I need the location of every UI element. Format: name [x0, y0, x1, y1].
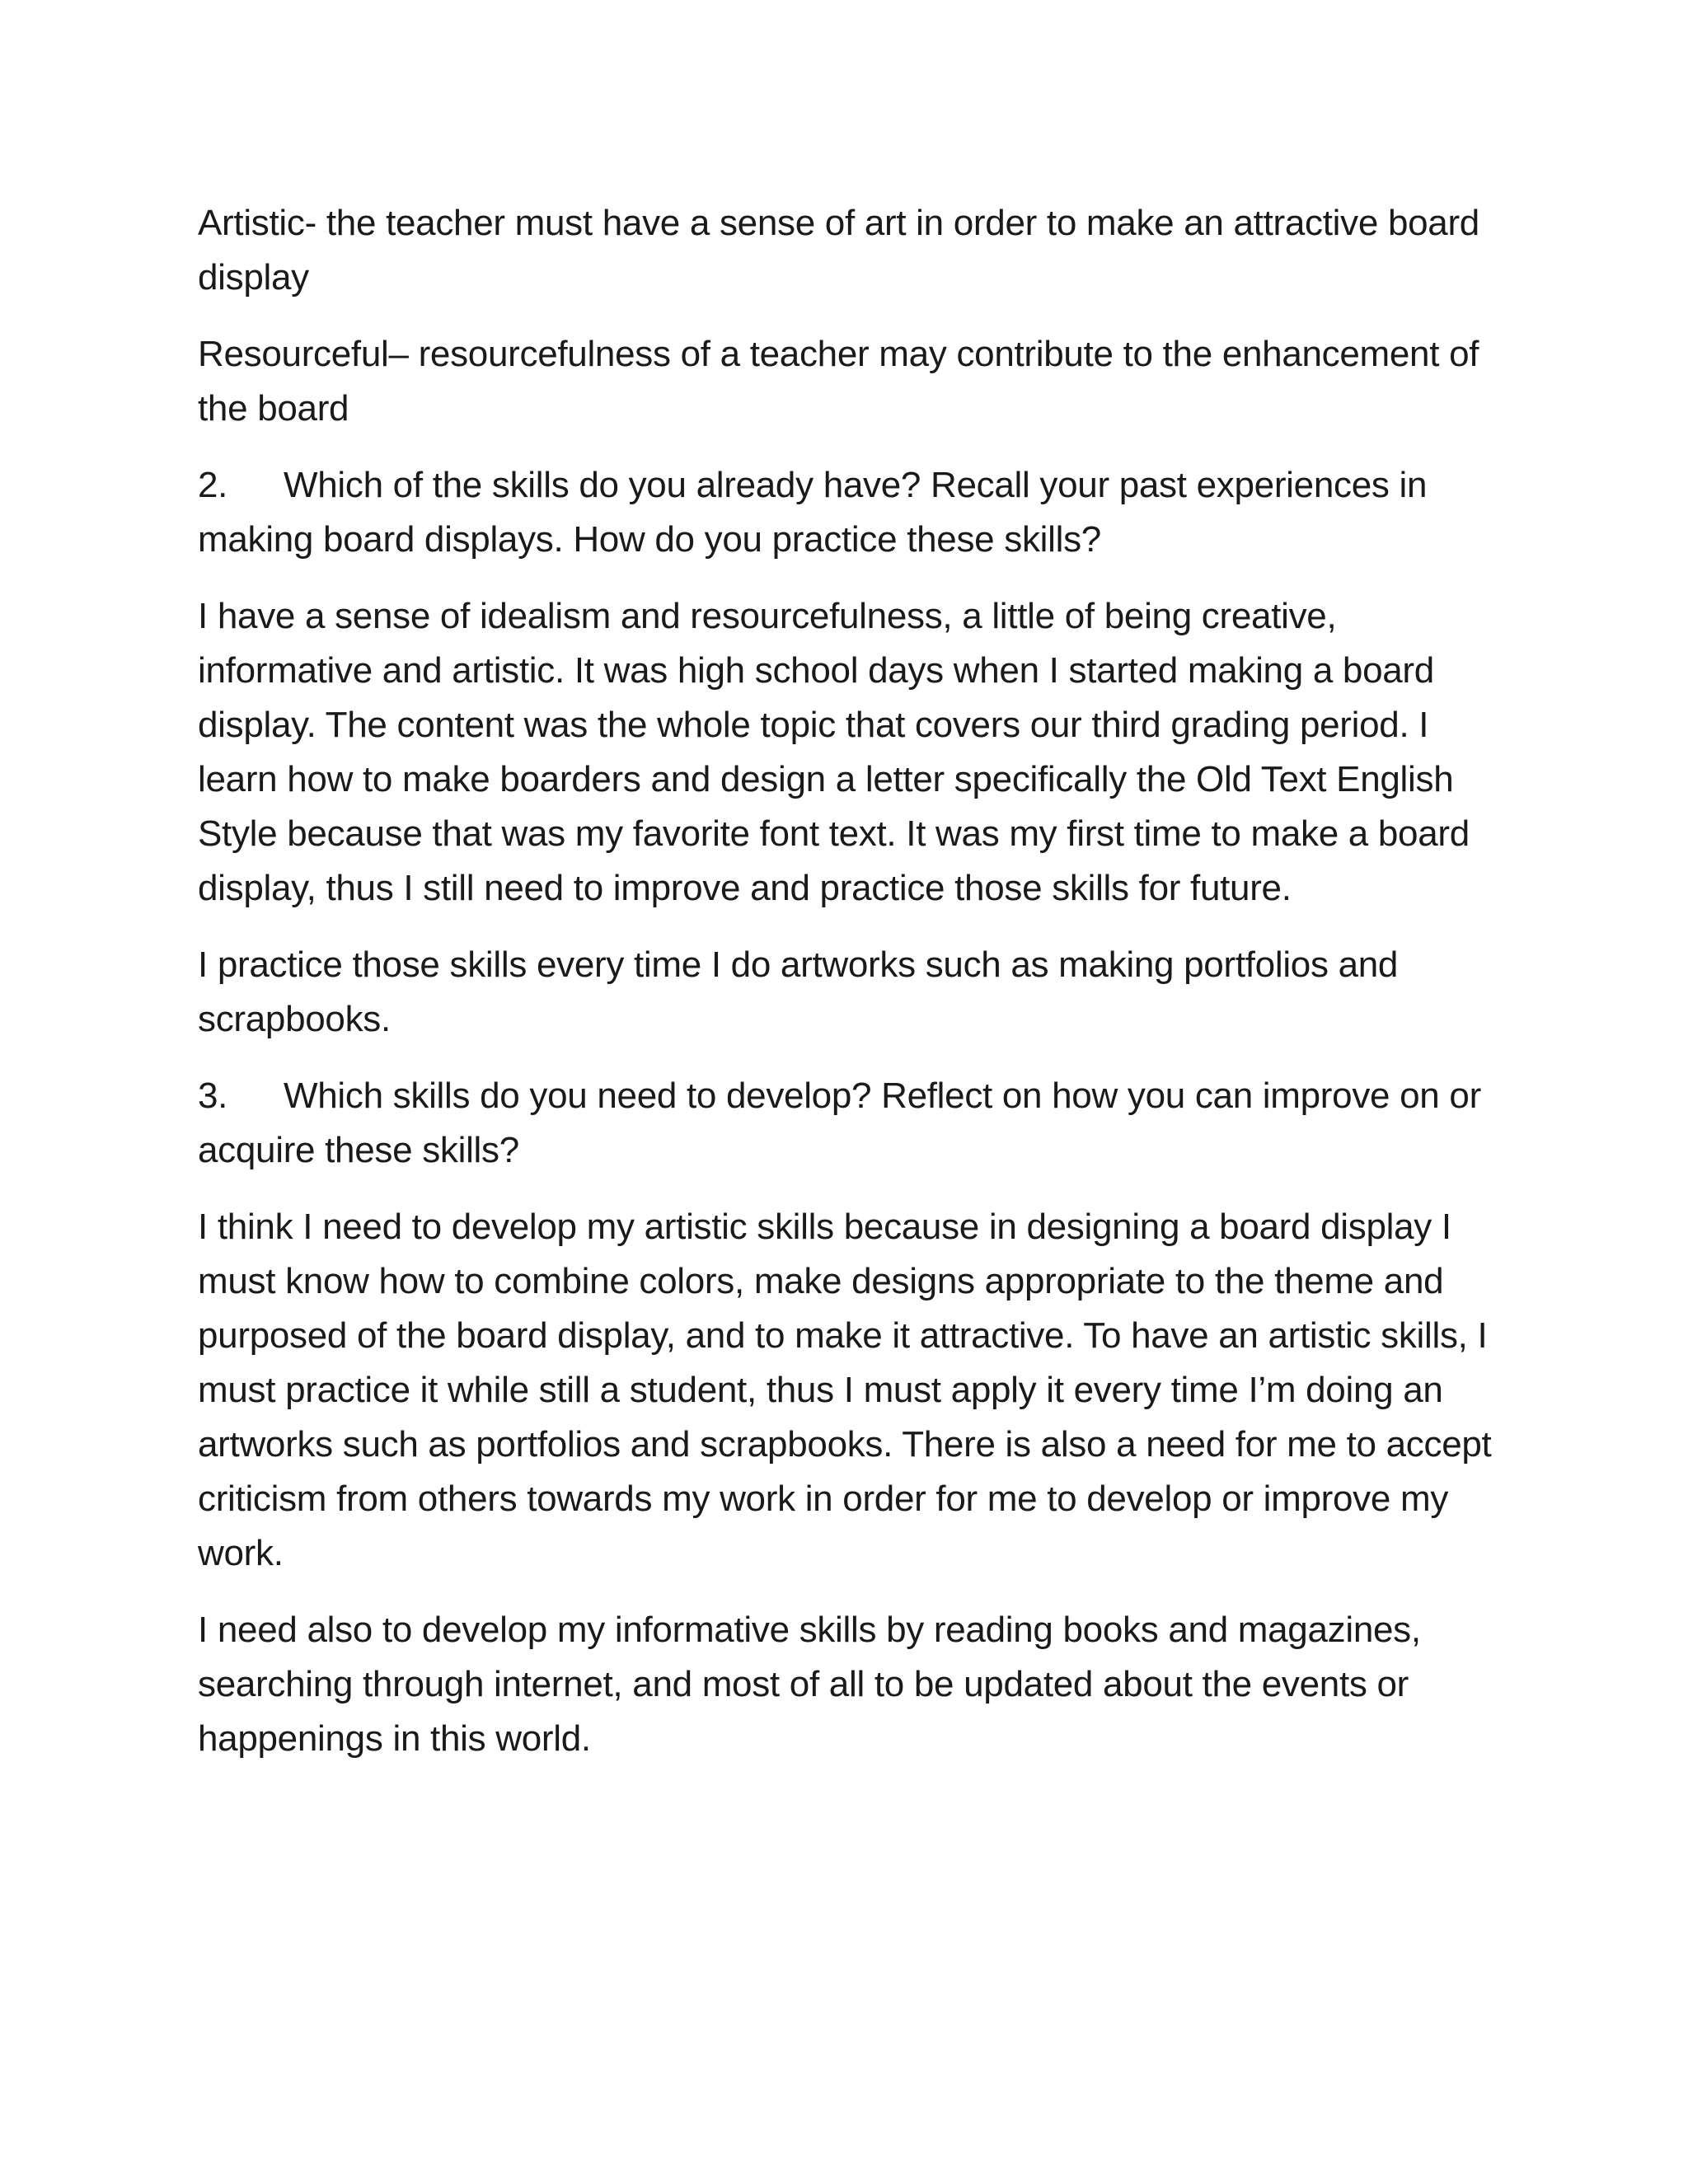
document-page: [198, 196, 1500, 1788]
paragraph-answer-3b: I need also to develop my informative skills by reading books and magazines, searching through internet, and most of all to be updated about the events or happenings in this world.: [198, 1610, 1421, 1759]
paragraph-answer-2a: I have a sense of idealism and resourcefulness, a little of being creative, informative and artistic. It was high school days when I started making a board display. The content was the whole topic that covers our third grading period. I learn how to make boarders and design a letter specifically the Old Text English Style because that was my favorite font text. It was my first time to make a board display, thus I still need to improve and practice those skills for future.: [198, 596, 1470, 908]
paragraph-answer-2b: I practice those skills every time I do artworks such as making portfolios and scrapbooks.: [198, 944, 1399, 1039]
paragraph-resourceful: Resourceful– resourcefulness of a teacher may contribute to the enhancement of the board: [198, 334, 1479, 429]
question-2-number: 2.: [198, 465, 228, 505]
question-3-text: Which skills do you need to develop? Reflect on how you can improve on or acquire these skills?: [198, 1076, 1481, 1170]
question-3-number: 3.: [198, 1076, 228, 1116]
question-2-text: Which of the skills do you already have? Recall your past experiences in making board displays. How do you practice these skills?: [198, 465, 1428, 560]
paragraph-artistic: Artistic- the teacher must have a sense of art in order to make an attractive board display: [198, 203, 1479, 298]
paragraph-answer-3a: I think I need to develop my artistic skills because in designing a board display I must know how to combine colors, make designs appropriate to the theme and purposed of the board display, and to make it attractive. To have an artistic skills, I must practice it while still a student, thus I must apply it every time I’m doing an artworks such as portfolios and scrapbooks. There is also a need for me to accept criticism from others towards my work in order for me to develop or improve my work.: [198, 1207, 1492, 1573]
question-2: [198, 458, 1500, 567]
question-3: [198, 1069, 1500, 1178]
